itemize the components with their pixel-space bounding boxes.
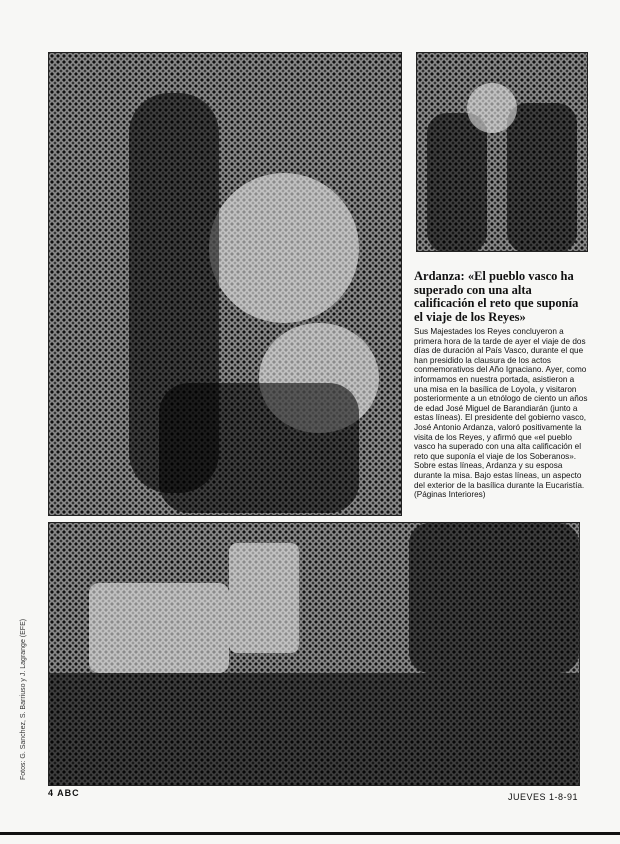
bottom-rule (0, 832, 620, 835)
page-number: 4 ABC (48, 788, 80, 798)
article-headline: Ardanza: «El pueblo vasco ha superado con una alta calificación el reto que suponía el viaje de los Reyes» (414, 269, 579, 324)
issue-date: JUEVES 1-8-91 (508, 792, 579, 802)
photo-credit: Fotos: G. Sanchez, S. Barriuso y J. Lagrange (EFE) (20, 618, 27, 780)
bottom-photo-crowd-basilica (48, 522, 580, 786)
article-body: Sus Majestades los Reyes concluyeron a primera hora de la tarde de ayer el viaje de dos días de duración al País Vasco, durante el que han presidido la clausura de los actos conmemorativos del Año Ignaciano. Ayer, como informamos en nuestra portada, asistieron a una misa en la basílica de Loyola, y visitaron posteriormente a un etnólogo de ciento un años de edad José Miguel de Barandiarán (junto a estas líneas). El presidente del gobierno vasco, José Antonio Ardanza, valoró positivamente la visita de los Reyes, y afirmó que «el pueblo vasco ha superado con una alta calificación el reto que suponía el viaje de los Soberanos». Sobre estas líneas, Ardanza y su esposa durante la misa. Bajo estas líneas, un aspecto del exterior de la basílica durante la Eucaristía. (Páginas Interiores) (414, 327, 588, 500)
main-photo-king-embrace (48, 52, 402, 516)
side-photo-ardanza-and-wife (416, 52, 588, 252)
article (414, 270, 588, 500)
